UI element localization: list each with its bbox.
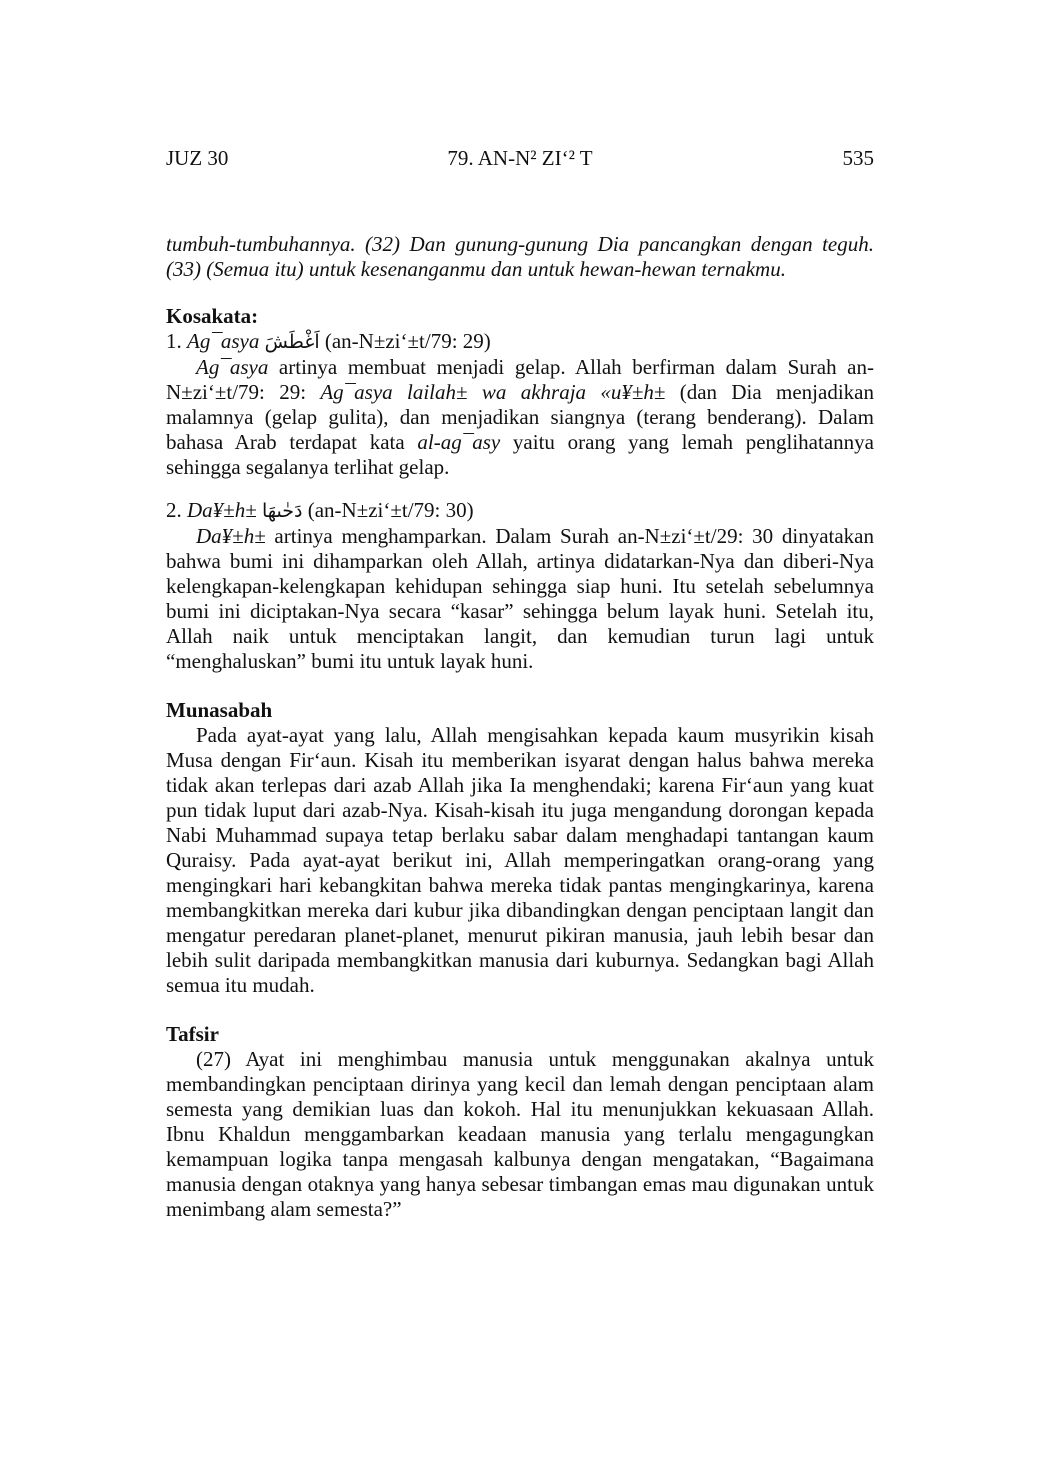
body-text: artinya menghamparkan. Dalam Surah an-N±zi‘±t/29: 30 dinyatakan bahwa bumi ini dihamparkan oleh Allah, artinya didatarkan-Nya dan diberi-Nya kelengkapan-kelengkapan kehidupan sehingga siap huni. Itu setelah sebelumnya bumi ini diciptakan-Nya secara “kasar” sehingga belum layak huni. Setelah itu, Allah naik untuk menciptakan langit, dan kemudian turun lagi untuk “menghaluskan” bumi itu untuk layak huni. — [166, 524, 874, 673]
juz-label: JUZ 30 — [166, 146, 229, 170]
arabic-term: اَغْطَشَ — [264, 331, 320, 353]
kosakata-item-1-body — [166, 355, 874, 480]
body-term: Ag¯asya — [196, 355, 269, 379]
body-text: artinya membuat menjadi gelap. Allah berfirman dalam Surah an-N±zi‘±t/79: 29: — [166, 355, 874, 404]
arabic-term: دَحٰىهَا — [261, 500, 303, 522]
item-term: Da¥±h± — [187, 498, 257, 522]
running-header — [166, 146, 874, 174]
kosakata-item-2-title — [166, 498, 874, 524]
page-body — [166, 232, 874, 1222]
item-reference: (an-N±zi‘±t/79: 30) — [307, 498, 474, 522]
body-term-2: al-ag¯asy — [417, 430, 501, 454]
kosakata-item-2-body — [166, 524, 874, 674]
surah-title: 79. AN-N² ZI‘² T — [447, 146, 593, 170]
item-reference: (an-N±zi‘±t/79: 29) — [324, 329, 491, 353]
kosakata-item-1-title — [166, 329, 874, 355]
munasabah-body: Pada ayat-ayat yang lalu, Allah mengisahkan kepada kaum musyrikin kisah Musa dengan Fir‘aun. Kisah itu memberikan isyarat dengan halus bahwa mereka tidak akan terlepas dari azab Allah jika Ia menghendaki; karena Fir‘aun yang kuat pun tidak luput dari azab-Nya. Kisah-kisah itu juga mengandung dorongan kepada Nabi Muhammad supaya tetap berlaku sabar dalam menghadapi tantangan kaum Quraisy. Pada ayat-ayat berikut ini, Allah memperingatkan orang-orang yang mengingkari hari kebangkitan bahwa mereka tidak pantas mengingkarinya, karena membangkitkan mereka dari kubur jika dibandingkan dengan penciptaan langit dan mengatur peredaran planet-planet, menurut pikiran manusia, jauh lebih besar dan lebih sulit daripada membangkitkan manusia dari kuburnya. Sedangkan bagi Allah semua itu mudah. — [166, 723, 874, 997]
item-number: 1. — [166, 329, 182, 353]
page-number: 535 — [842, 146, 874, 170]
body-quote: Ag¯asya lailah± wa akhraja «u¥±h± — [320, 380, 666, 404]
item-number: 2. — [166, 498, 182, 522]
body-term: Da¥±h± — [196, 524, 266, 548]
intro-translation: tumbuh-tumbuhannya. (32) Dan gunung-gunung Dia pancangkan dengan teguh. (33) (Semua itu) untuk kesenanganmu dan untuk hewan-hewan ternakmu. — [166, 232, 874, 281]
kosakata-heading: Kosakata: — [166, 304, 259, 328]
tafsir-heading: Tafsir — [166, 1022, 219, 1046]
tafsir-body: (27) Ayat ini menghimbau manusia untuk menggunakan akalnya untuk membandingkan penciptaan dirinya yang kecil dan lemah dengan penciptaan alam semesta yang demikian luas dan kokoh. Hal itu menunjukkan kekuasaan Allah. Ibnu Khaldun menggambarkan keadaan manusia yang terlalu mengagungkan kemampuan logika tanpa mengasah kalbunya dengan mengatakan, “Bagaimana manusia dengan otaknya yang hanya sebesar timbangan emas mau digunakan untuk menimbang alam semesta?” — [166, 1047, 874, 1221]
body-text: (dan Dia menjadikan malamnya (gelap gulita), dan menjadikan siangnya (terang benderang). Dalam bahasa Arab terdapat kata — [166, 380, 874, 454]
body-text: yaitu orang yang lemah penglihatannya sehingga segalanya terlihat gelap. — [166, 430, 874, 479]
munasabah-heading: Munasabah — [166, 698, 273, 722]
item-term: Ag¯asya — [187, 329, 260, 353]
